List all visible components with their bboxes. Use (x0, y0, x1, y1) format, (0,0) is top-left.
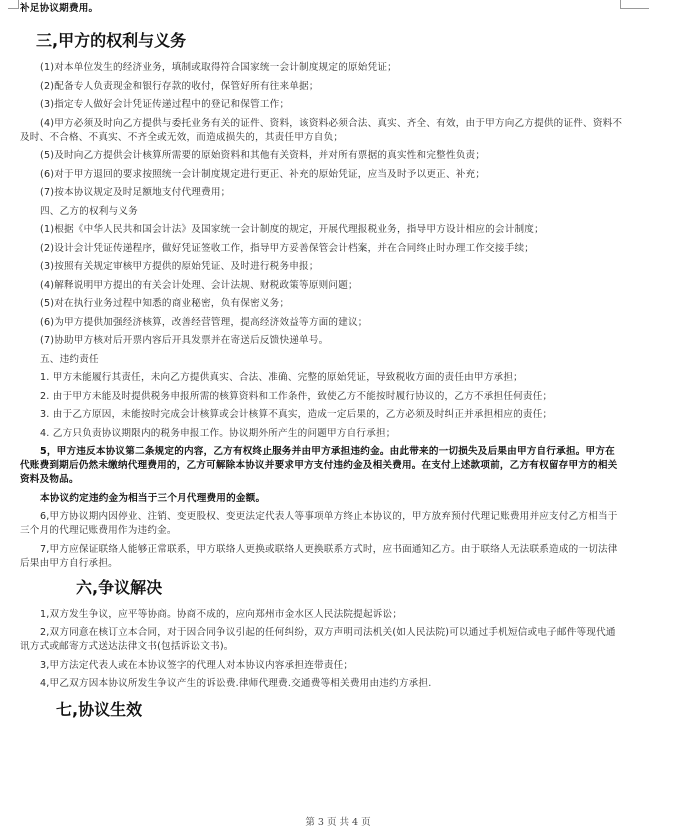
clause: (6)为甲方提供加强经济核算，改善经营管理，提高经济效益等方面的建议； (40, 316, 368, 328)
clause: (5)及时向乙方提供会计核算所需要的原始资料和其他有关资料，并对所有票据的真实性和完整性负责； (40, 150, 486, 161)
clause: 4,甲乙双方因本协议所发生争议产生的诉讼费.律师代理费.交通费等相关费用由违约方承担. (40, 678, 432, 689)
clause: (3)指定专人做好会计凭证传递过程中的登记和保管工作； (40, 99, 290, 110)
clause: (1)对本单位发生的经济业务，填制或取得符合国家统一会计制度规定的原始凭证； (40, 62, 397, 73)
clause: 2,双方同意在核订立本合同，对于因合同争议引起的任何纠纷，双方声明司法机关(如人民法院)可以通过手机短信或电子邮件等现代通讯方式或邮寄方式送达法律文书(包括诉讼文书)。 (20, 627, 616, 652)
clause: (7)按本协议规定及时足额地支付代理费用； (40, 187, 231, 198)
clause: (5)对在执行业务过程中知悉的商业秘密，负有保密义务； (40, 298, 290, 309)
section-7-heading: 七,协议生效 (56, 700, 143, 719)
penalty-amount-note: 本协议约定违约金为相当于三个月代理费用的金额。 (40, 492, 266, 504)
section-3-heading: 三,甲方的权利与义务 (36, 31, 187, 50)
section-6-heading: 六,争议解决 (76, 577, 163, 597)
carryover-line: 补足协议期费用。 (20, 3, 99, 14)
clause: (1)根据《中华人民共和国会计法》及国家统一会计制度的规定，开展代理报税业务，指导甲方设计相应的会计制度； (40, 224, 544, 235)
clause: (6)对于甲方退回的要求按照统一会计制度规定进行更正、补充的原始凭证，应当及时予以更正、补充； (40, 168, 486, 180)
clause: (7)协助甲方核对后开票内容后开具发票并在寄送后反馈快递单号。 (40, 335, 329, 346)
clause: (4)甲方必须及时向乙方提供与委托业务有关的证件、资料，该资料必须合法、真实、齐全、有效，由于甲方向乙方提供的证件、资料不及时、不合格、不真实、不齐全或无效，而造成损失的，其责任甲方自负； (20, 117, 623, 143)
clause: (3)按照有关规定审核甲方提供的原始凭证、及时进行税务申报； (40, 261, 319, 272)
clause: (4)解释说明甲方提出的有关会计处理、会计法规、财税政策等原则问题； (40, 279, 358, 291)
clause: 4. 乙方只负责协议期限内的税务申报工作。协议期外所产生的问题甲方自行承担； (40, 427, 396, 439)
section-5-heading: 五、违约责任 (40, 353, 99, 365)
section-4-heading: 四、乙方的权利与义务 (40, 205, 138, 217)
clause: 2. 由于甲方未能及时提供税务申报所需的核算资料和工作条件，致使乙方不能按时履行协议的，乙方不承担任何责任； (40, 390, 553, 402)
clause: 1. 甲方未能履行其责任，未向乙方提供真实、合法、准确、完整的原始凭证，导致税收方面的责任由甲方承担； (40, 372, 523, 383)
page-number: 第 3 页 共 4 页 (305, 817, 371, 828)
clause: 3. 由于乙方原因，未能按时完成会计核算或会计核算不真实，造成一定后果的，乙方必须及时纠正并承担相应的责任； (40, 409, 553, 420)
margin-corner-mark (8, 0, 19, 9)
clause: 3,甲方法定代表人或在本协议签字的代理人对本协议内容承担连带责任； (40, 659, 354, 671)
margin-corner-mark (620, 0, 649, 9)
clause: 6,甲方协议期内因停业、注销、变更股权、变更法定代表人等事项单方终止本协议的，甲方放弃预付代理记账费用并应支付乙方相当于三个月的代理记账费用作为违约金。 (20, 511, 618, 536)
clause: (2)配备专人负责现金和银行存款的收付，保管好所有往来单据； (40, 80, 319, 92)
clause: 1,双方发生争议，应平等协商。协商不成的，应向郑州市金水区人民法院提起诉讼； (40, 608, 403, 620)
penalty-clause: 5，甲方违反本协议第二条规定的内容，乙方有权终止服务并由甲方承担违约金。由此带来的一切损失及后果由甲方自行承担。甲方在代账费到期后仍然未缴纳代理费用的，乙方可解除本协议并要求甲方支付违约金及相关费用。在支付上述款项前，乙方有权留存甲方的相关资料及物品。 (20, 446, 618, 485)
clause: (2)设计会计凭证传递程序，做好凭证签收工作，指导甲方妥善保管会计档案，并在合同终止时办理工作交接手续； (40, 242, 535, 254)
page-content (20, 0, 624, 721)
clause: 7,甲方应保证联络人能够正常联系，甲方联络人更换或联络人更换联系方式时，应书面通知乙方。由于联络人无法联系造成的一切法律后果由甲方自行承担。 (20, 543, 618, 569)
